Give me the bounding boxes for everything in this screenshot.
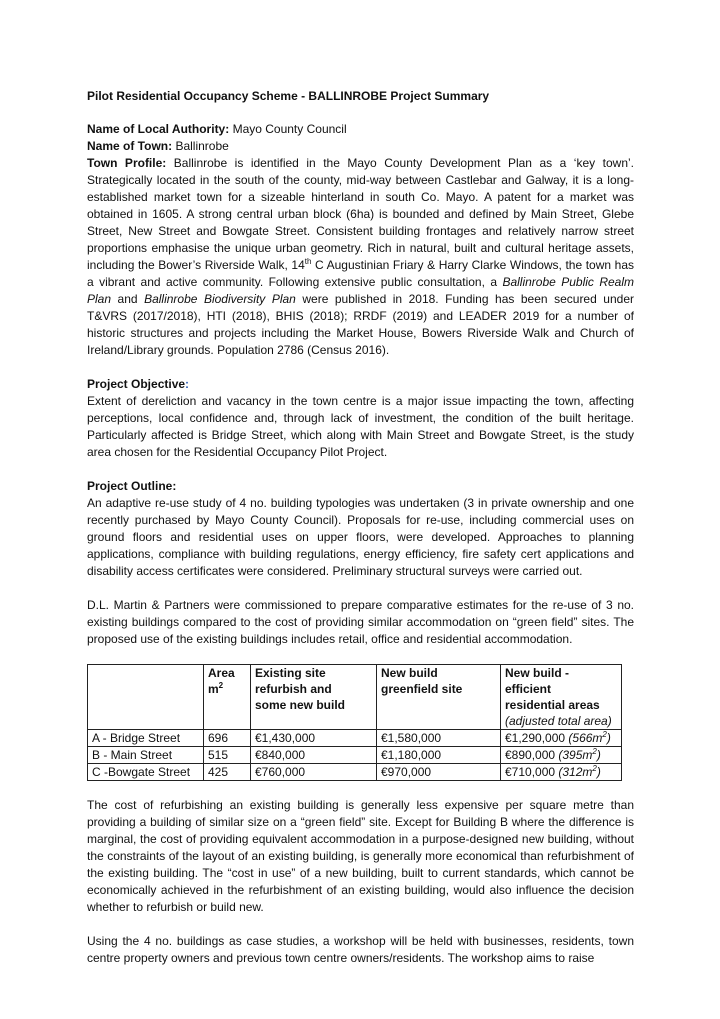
estimates-text: D.L. Martin & Partners were commissioned to prepare comparative estimates for the re-use of 3 no. existing buildings compared to the cost of providing similar accommodation on “green field” sites. The proposed use of the existing buildings includes retail, office and residential accommodation. [87, 598, 634, 646]
header-empty-cell [88, 665, 204, 730]
document-page [87, 88, 634, 967]
row-newbuild: €1,580,000 [377, 730, 501, 747]
town-profile-label: Town Profile: [87, 156, 167, 170]
row-existing: €840,000 [251, 747, 377, 764]
header-existing-site: Existing site refurbish and some new build [251, 665, 377, 730]
table-row [88, 747, 622, 764]
row-efficient: €1,290,000 $(566m^2)$ [501, 730, 622, 747]
row-efficient: €710,000 $(312m^2)$ [501, 764, 622, 781]
town-profile-text: Ballinrobe is identified in the Mayo County Development Plan as a ‘key town’. Strategically located in the south of the county, mid-way between Castlebar and Galway, it is a long-established market town for a sizeable hinterland in south Co. Mayo. A patent for a market was obtained in 1605. A strong central urban block (6ha) is bounded and defined by Main Street, Glebe Street, New Street and Bowgate Street. Consistent building frontages and relatively narrow street proportions emphasise the unique urban geometry. Rich in natural, built and cultural heritage assets, including the Bower’s Riverside Walk, 14 [87, 156, 634, 272]
row-newbuild: €1,180,000 [377, 747, 501, 764]
header-new-build: New build greenfield site [377, 665, 501, 730]
outline-text: An adaptive re-use study of 4 no. building typologies was undertaken (3 in private ownership and one recently purchased by Mayo County Council). Proposals for re-use, including commercial uses on ground floors and residential uses on upper floors, were developed. Approaches to planning applications, compliance with building regulations, energy efficiency, fire safety cert applications and disability access certificates were considered. Preliminary structural surveys were carried out. [87, 496, 634, 578]
row-newbuild: €970,000 [377, 764, 501, 781]
cost-comparison-table [87, 664, 622, 781]
town-profile [87, 155, 634, 359]
row-existing: €1,430,000 [251, 730, 377, 747]
row-efficient: €890,000 $(395m^2)$ [501, 747, 622, 764]
table-row [88, 730, 622, 747]
outline-heading [87, 478, 634, 495]
row-area: 425 [204, 764, 251, 781]
town-profile-text: were published in 2018. Funding has been secured under T&VRS (2017/2018), HTI (2018), BHIS (2018); RRDF (2019) and LEADER 2019 for a number of historic structures and projects including the Market House, Bowers Riverside Walk and Church of Ireland/Library grounds. Population 2786 (Census 2016). [87, 292, 634, 357]
local-authority-label: Name of Local Authority: [87, 122, 230, 136]
local-authority-value: Mayo County Council [229, 122, 347, 136]
century-superscript: th [304, 257, 312, 266]
biodiversity-plan-title: Ballinrobe Biodiversity Plan [144, 292, 296, 306]
row-existing: €760,000 [251, 764, 377, 781]
town-line [87, 138, 634, 155]
row-name: B - Main Street [88, 747, 204, 764]
table-header-row [88, 665, 622, 730]
row-area: 515 [204, 747, 251, 764]
objective-colon: : [185, 377, 190, 391]
town-profile-text: C Augustinian Friary & Harry Clarke Windows, the town has a vibrant and active community. Following extensive public consultation, a [87, 258, 634, 289]
row-name: A - Bridge Street [88, 730, 204, 747]
town-label: Name of Town: [87, 139, 173, 153]
document-title: Pilot Residential Occupancy Scheme - BALLINROBE Project Summary [87, 89, 490, 103]
cost-text: The cost of refurbishing an existing building is generally less expensive per square metre than providing a building of similar size on a “green field” site. Except for Building B where the difference is marginal, the cost of providing equivalent accommodation in a purpose-designed new building, without the constraints of the layout of an existing building, is generally more economical than refurbishment of the existing building. The “cost in use” of a new building, built to current standards, which cannot be economically achieved in the refurbishment of an existing building, would also influence the decision whether to refurbish or build new. [87, 798, 634, 914]
town-profile-text: and [111, 292, 145, 306]
local-authority-line [87, 121, 634, 138]
objective-text: Extent of dereliction and vacancy in the town centre is a major issue impacting the town, affecting perceptions, local confidence and, through lack of investment, the condition of the built heritage. Particularly affected is Bridge Street, which along with Main Street and Bowgate Street, is the study area chosen for the Residential Occupancy Pilot Project. [87, 394, 634, 459]
row-area: 696 [204, 730, 251, 747]
town-value: Ballinrobe [172, 139, 229, 153]
header-area: Area $m^2$ [204, 665, 251, 730]
public-realm-plan-title: Ballinrobe Public Realm Plan [87, 275, 634, 306]
objective-label: Project Objective [87, 377, 186, 391]
objective-heading [87, 376, 634, 393]
outline-label: Project Outline: [87, 479, 177, 493]
row-name: C -Bowgate Street [88, 764, 204, 781]
header-new-build-efficient: New build - efficient residential areas (adjusted total area) [501, 665, 622, 730]
workshop-text: Using the 4 no. buildings as case studies, a workshop will be held with businesses, residents, town centre property owners and previous town centre owners/residents. The workshop aims to raise [87, 934, 634, 965]
table-row [88, 764, 622, 781]
